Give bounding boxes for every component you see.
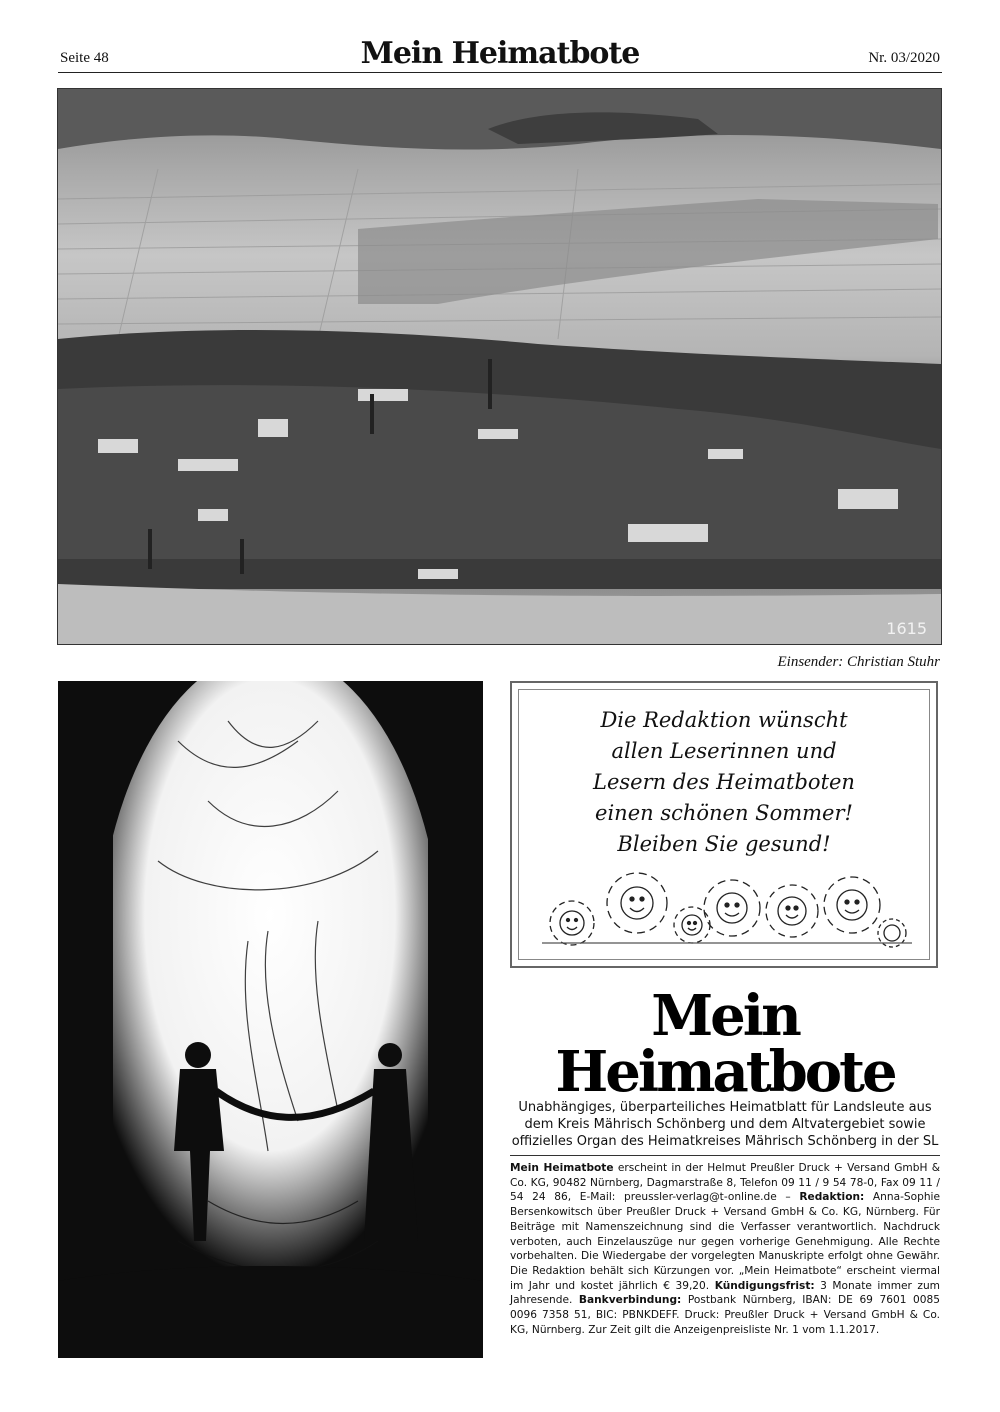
greeting-text <box>512 705 936 860</box>
aerial-photo-graphic <box>58 89 941 644</box>
smiling-flowers-icon <box>542 863 912 953</box>
greeting-line: einen schönen Sommer! <box>595 801 853 825</box>
imprint-bank-label: Bankverbindung: <box>578 1294 682 1307</box>
photo-caption: Einsender: Christian Stuhr <box>777 654 940 670</box>
imprint-publisher-text: erscheint in der Helmut Preußler Druck + Versand GmbH & Co. KG, 90482 Nürnberg, Dagmarstraße 8, Telefon 09 11 / 9 54 78-0, Fax 09 11 / 54 24 86, E-Mail: preussler-verlag@t-online.de – <box>510 1162 940 1204</box>
subtitle-line: offizielles Organ des Heimatkreises Mährisch Schönberg in der SL <box>511 1134 939 1149</box>
summer-greeting-box <box>510 681 938 968</box>
imprint-bank-text: Postbank Nürnberg, IBAN: DE 69 7601 0085 0096 7358 51, BIC: PBNKDEFF. Druck: Preußler Druck + Versand GmbH & Co. KG, Nürnberg. Zur Zeit gilt die Anzeigenpreisliste Nr. 1 vom 1.1.2017. <box>510 1294 940 1336</box>
newspaper-title: Mein Heimatbote <box>360 36 640 71</box>
issue-number: Nr. 03/2020 <box>868 50 940 66</box>
subtitle-line: Unabhängiges, überparteiliches Heimatblatt für Landsleute aus <box>518 1100 932 1115</box>
imprint-editor-label: Redaktion: <box>799 1191 865 1204</box>
masthead-subtitle <box>510 1099 940 1150</box>
page-number: Seite 48 <box>60 50 109 66</box>
imprint-cancellation-text: 3 Monate immer zum Jahresende. <box>510 1279 941 1307</box>
photo-number: 1615 <box>886 619 927 638</box>
aerial-town-photo <box>57 88 942 645</box>
imprint-cancellation-label: Kündigungsfrist: <box>714 1279 815 1292</box>
greeting-line: Bleiben Sie gesund! <box>617 832 831 856</box>
greeting-line: allen Leserinnen und <box>611 739 837 763</box>
header-rule <box>58 72 942 73</box>
imprint-publisher-label: Mein Heimatbote <box>510 1162 614 1174</box>
imprint-editor-text: Anna-Sophie Bersenkowitsch über Preußler Druck + Versand GmbH & Co. KG, Nürnberg. Für Beiträge mit Namenszeichnung sind die Verfasser verantwortlich. Nachdruck verboten, auch Einzelauszüge nur gegen vorherige Genehmigung. Alle Rechte vorbehalten. Die Wiedergabe der vorgelegten Manuskripte erfolgt ohne Gewähr. Die Redaktion behält sich Kürzungen vor. „Mein Heimatbote“ erscheint viermal im Jahr und kostet jährlich € 39,20. <box>510 1191 940 1292</box>
woodcut-graphic <box>58 681 483 1358</box>
subtitle-line: dem Kreis Mährisch Schönberg und dem Altvatergebiet sowie <box>524 1117 926 1132</box>
greeting-line: Die Redaktion wünscht <box>600 708 848 732</box>
masthead-logo: Mein Heimatbote <box>555 983 895 1105</box>
imprint-text <box>510 1161 940 1337</box>
woodcut-illustration <box>58 681 483 1358</box>
subtitle-rule <box>510 1155 940 1156</box>
greeting-line: Lesern des Heimatboten <box>593 770 855 794</box>
